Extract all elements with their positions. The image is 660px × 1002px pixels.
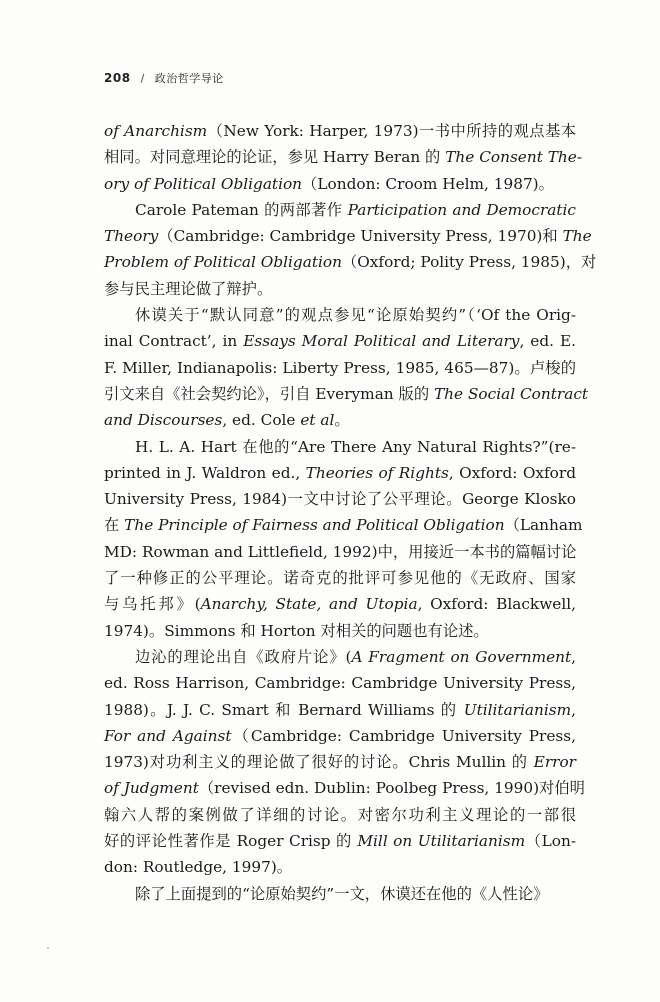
text-run: 好的评论性著作是 Roger Crisp 的 (104, 832, 358, 851)
text-line (104, 171, 576, 197)
italic-title: Problem of Political Obligation (104, 253, 342, 272)
italic-title: The Social Contract (433, 384, 589, 403)
italic-title: Theories of Rights (305, 463, 449, 482)
paragraph (104, 434, 583, 644)
paragraph (104, 302, 589, 433)
text-line (104, 512, 583, 538)
text-line (104, 644, 576, 670)
italic-title: ory of Political Obligation (104, 174, 303, 193)
italic-title: Theory (104, 227, 159, 246)
text-run: 休谟关于“默认同意”的观点参见“论原始契约”（‘Of the Orig- (135, 306, 576, 325)
text-line (104, 486, 576, 512)
text-line (104, 355, 576, 381)
italic-title: Mill on Utilitarianism (357, 832, 526, 851)
text-line (104, 328, 576, 354)
text-run: 翰六人帮的案例做了详细的讨论。对密尔功利主义理论的一部很 (104, 805, 576, 824)
text-line (104, 249, 597, 275)
italic-title: et al (300, 411, 335, 430)
italic-title: Utilitarianism (463, 700, 572, 719)
text-run: 引文来自《社会契约论》，引自 Everyman 版的 (104, 384, 434, 403)
text-run: （revised edn. Dublin: Poolbeg Press, 1990)对伯明 (198, 779, 585, 798)
text-run: （Lon- (525, 832, 576, 851)
text-run: , Oxford: Oxford (448, 463, 576, 482)
italic-title: of Anarchism (104, 122, 208, 140)
text-line (104, 591, 576, 617)
text-run: MD: Rowman and Littlefield, 1992)中，用接近一本书的篇幅讨论 (104, 542, 577, 561)
text-line (104, 197, 576, 223)
text-run: 参与民主理论做了辩护。 (104, 279, 273, 298)
text-run: Carole Pateman 的两部著作 (135, 200, 348, 219)
text-run: printed in J. Waldron ed., (104, 463, 306, 482)
text-run: , Oxford: Blackwell, (417, 595, 576, 614)
text-run: don: Routledge, 1997)。 (104, 858, 293, 877)
text-line (104, 802, 576, 828)
text-run: 与乌托邦》( (104, 595, 201, 614)
text-run: （New York: Harper, 1973)一书中所持的观点基本 (207, 122, 577, 140)
text-line (104, 381, 589, 407)
text-run: , (571, 700, 576, 719)
text-line (104, 723, 576, 749)
text-line (104, 118, 576, 144)
text-line (104, 460, 576, 486)
text-run: （Lanham (504, 516, 583, 535)
paragraph (104, 644, 585, 881)
italic-title: Essays Moral Political and Literary (243, 332, 520, 351)
notes-text-block (104, 118, 597, 907)
text-line (104, 828, 576, 854)
italic-title: Participation and Democratic (347, 200, 576, 219)
italic-title: The Consent The- (445, 148, 582, 167)
text-run: , (571, 647, 577, 666)
running-head (104, 70, 224, 86)
text-line (104, 565, 576, 591)
text-line (104, 697, 576, 723)
text-line (104, 144, 582, 170)
italic-title: The Principle of Fairness and Political Obligation (124, 516, 505, 535)
text-run: University Press, 1984)一文中讨论了公平理论。George Klosko (104, 490, 576, 509)
text-line (104, 854, 576, 880)
italic-title: and Discourses (104, 411, 223, 430)
text-run: inal Contract’, in (104, 332, 244, 351)
text-run: 边沁的理论出自《政府片论》( (135, 647, 352, 666)
text-run: 1988)。J. J. C. Smart 和 Bernard Williams 的 (104, 700, 464, 719)
text-line (104, 749, 576, 775)
text-line (104, 670, 576, 696)
text-run: , ed. E. (519, 332, 576, 351)
text-run: H. L. A. Hart 在他的“Are There Any Natural Rights?”(re- (135, 437, 576, 456)
text-run: （London: Croom Helm, 1987)。 (302, 174, 554, 193)
text-line (104, 618, 576, 644)
paragraph (104, 881, 576, 907)
text-run: 相同。对同意理论的论证，参见 Harry Beran 的 (104, 148, 446, 167)
text-line (104, 434, 576, 460)
header-separator: / (140, 72, 145, 85)
text-run: F. Miller, Indianapolis: Liberty Press, 1985, 465—87)。卢梭的 (104, 358, 576, 377)
text-run: 在 (104, 516, 125, 535)
text-run: （Oxford; Polity Press, 1985)，对 (341, 253, 597, 272)
text-run: , ed. Cole (222, 411, 301, 430)
book-title: 政治哲学导论 (154, 72, 224, 85)
text-run: 了一种修正的公平理论。诺奇克的批评可参见他的《无政府、国家 (104, 569, 576, 588)
italic-title: of Judgment (104, 779, 199, 798)
italic-title: Error (533, 753, 576, 772)
text-line (104, 775, 585, 801)
text-line (104, 539, 576, 565)
text-run: 。 (334, 411, 350, 430)
text-line (104, 276, 576, 302)
text-run: （Cambridge: Cambridge University Press, (231, 726, 576, 745)
paragraph (104, 197, 597, 302)
italic-title: For and Against (104, 726, 232, 745)
text-line (104, 407, 576, 433)
text-line (104, 302, 576, 328)
paragraph (104, 118, 582, 197)
text-run: 除了上面提到的“论原始契约”一文，休谟还在他的《人性论》 (135, 884, 549, 903)
text-run: ed. Ross Harrison, Cambridge: Cambridge University Press, (104, 674, 576, 693)
italic-title: A Fragment on Government (351, 647, 572, 666)
text-line (104, 881, 576, 907)
text-run: 1973)对功利主义的理论做了很好的讨论。Chris Mullin 的 (104, 753, 534, 772)
text-run: （Cambridge: Cambridge University Press, 1970)和 (158, 227, 563, 246)
paper-speck (47, 947, 49, 949)
italic-title: The (562, 227, 592, 246)
text-line (104, 223, 592, 249)
page-number: 208 (104, 71, 131, 85)
text-run: 1974)。Simmons 和 Horton 对相关的问题也有论述。 (104, 621, 489, 640)
italic-title: Anarchy, State, and Utopia (200, 595, 418, 614)
